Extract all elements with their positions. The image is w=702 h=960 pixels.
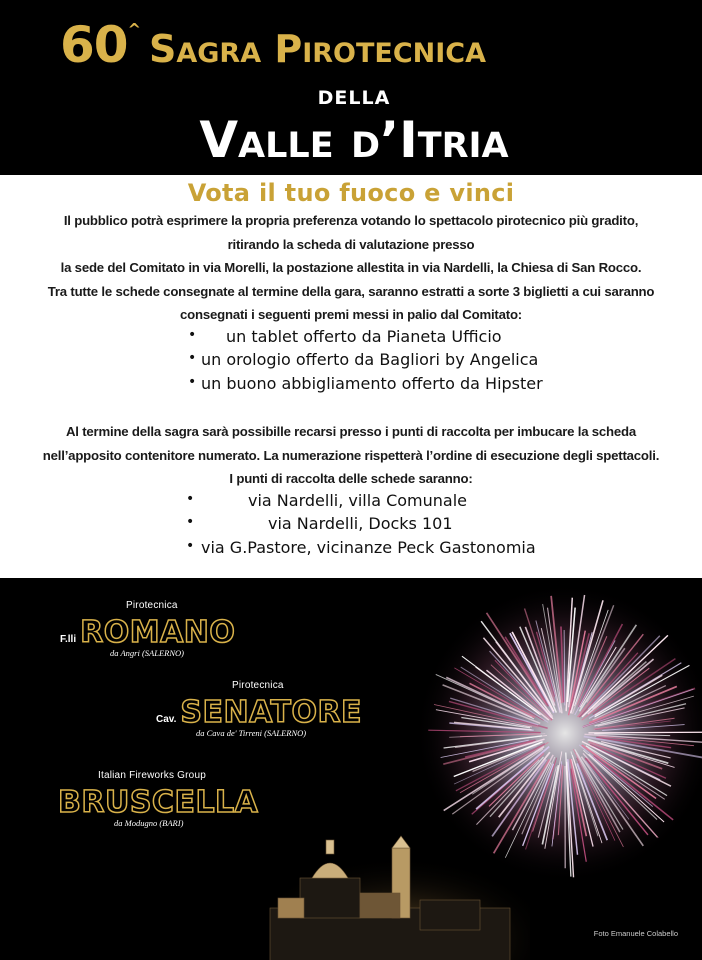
list-item — [0, 350, 702, 373]
list-item — [0, 538, 702, 561]
company-prefix: F.lli — [60, 634, 77, 645]
company-bruscella — [58, 770, 258, 828]
paragraph-line: nell’apposito contenitore numerato. La numerazione rispetterà l’ordine di esecuzione degli spettacoli. — [42, 447, 660, 463]
bullet-icon: • — [186, 490, 195, 507]
list-item — [0, 327, 702, 350]
point-text: via Nardelli, Docks 101 — [268, 514, 453, 534]
bullet-icon: • — [188, 350, 197, 367]
company-senatore — [156, 680, 362, 738]
list-item — [0, 491, 702, 514]
point-text: via Nardelli, villa Comunale — [248, 490, 467, 510]
list-item — [0, 514, 702, 537]
photo-credit: Foto Emanuele Colabello — [593, 929, 678, 938]
list-item — [0, 374, 702, 397]
company-origin: da Modugno (BARI) — [114, 818, 184, 828]
info-section — [0, 175, 702, 578]
paragraph-line: ritirando la scheda di valutazione presso — [227, 236, 475, 252]
company-name: SENATORE — [180, 695, 363, 730]
prize-text: un tablet offerto da Pianeta Ufficio — [226, 326, 502, 346]
info-paragraph-2 — [0, 420, 702, 491]
title-place: Valle d’Itria — [199, 111, 509, 169]
poster-header — [0, 0, 702, 175]
edition-number: 60 — [60, 16, 128, 74]
night-section — [0, 578, 702, 960]
info-subtitle: Vota il tuo fuoco e vinci — [187, 179, 515, 207]
company-prefix: Cav. — [156, 714, 177, 725]
info-paragraph-1 — [0, 209, 702, 327]
prize-text: un orologio offerto da Bagliori by Angelica — [201, 350, 539, 370]
company-name: BRUSCELLA — [58, 785, 259, 820]
prize-text: un buono abbigliamento offerto da Hipster — [201, 373, 543, 393]
company-name: ROMANO — [80, 615, 236, 650]
paragraph-line: I punti di raccolta delle schede saranno: — [229, 471, 473, 487]
company-origin: da Angri (SALERNO) — [110, 648, 184, 658]
firework-streak — [588, 732, 702, 733]
company-label: Pirotecnica — [232, 680, 284, 691]
bullet-icon: • — [188, 373, 197, 390]
company-romano — [60, 600, 235, 658]
paragraph-line: Tra tutte le schede consegnate al termine della gara, saranno estratti a sorte 3 biglietti a cui saranno — [47, 283, 655, 299]
collection-points-list — [0, 491, 702, 561]
company-label: Pirotecnica — [126, 600, 178, 611]
bullet-icon: • — [186, 537, 195, 554]
edition-suffix: ^ — [127, 20, 141, 39]
company-label: Italian Fireworks Group — [98, 770, 206, 781]
paragraph-line: Il pubblico potrà esprimere la propria preferenza votando lo spettacolo pirotecnico più gradito, — [63, 213, 639, 228]
company-origin: da Cava de' Tirreni (SALERNO) — [196, 728, 307, 738]
title-main-text: Sagra Pirotecnica — [149, 27, 487, 71]
prize-list — [0, 327, 702, 397]
title-connector: della — [317, 80, 391, 111]
paragraph-line: consegnati i seguenti premi messi in palio dal Comitato: — [180, 307, 522, 323]
bullet-icon: • — [188, 326, 197, 343]
title-main — [60, 16, 700, 74]
paragraph-line: Al termine della sagra sarà possibille recarsi presso i punti di raccolta per imbucare la scheda — [65, 424, 637, 440]
point-text: via G.Pastore, vicinanze Peck Gastonomia — [201, 537, 536, 557]
paragraph-line: la sede del Comitato in via Morelli, la postazione allestita in via Nardelli, la Chiesa di San Rocco. — [60, 260, 642, 276]
bullet-icon: • — [186, 514, 195, 531]
